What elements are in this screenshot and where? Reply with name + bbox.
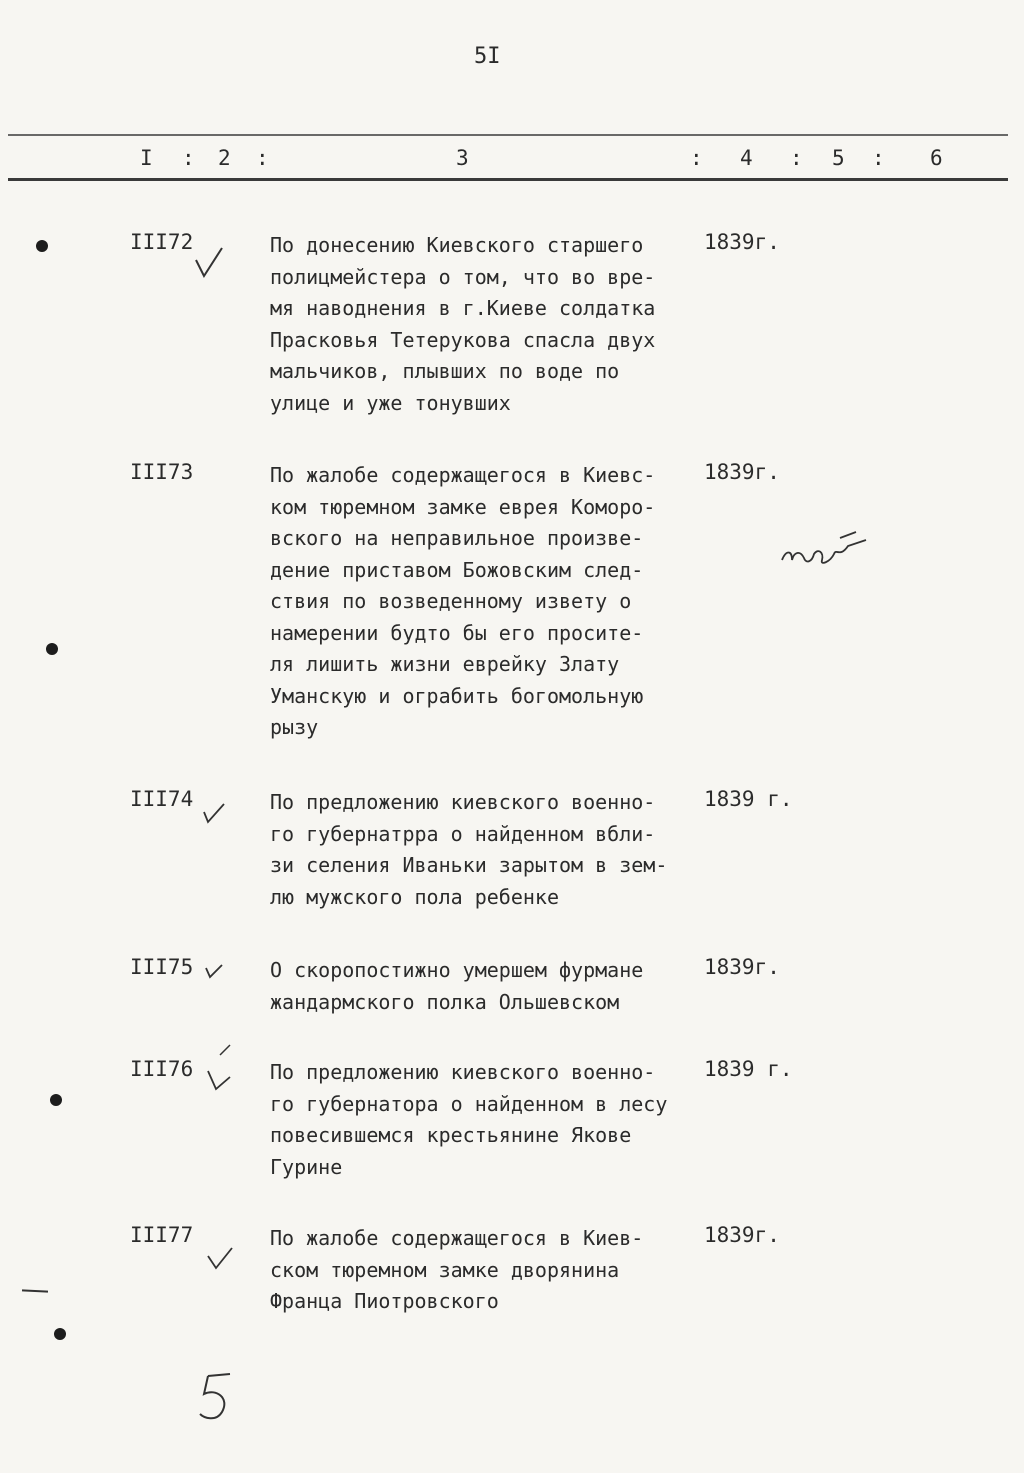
- entry-text: По предложению киевского военно- го губернатора о найденном в лесу повесившемся крестьянине Якове Гурине: [270, 1060, 668, 1179]
- entry-text: О скоропостижно умершем фурмане жандармского полка Ольшевском: [270, 958, 644, 1014]
- entry-text: По донесению Киевского старшего полицмейстера о том, что во вре- мя наводнения в г.Киеве солдатка Прасковья Тетерукова спасла двух мальчиков, плывших по воде по улице и уже тонувших: [270, 233, 656, 415]
- top-rule: [8, 134, 1008, 136]
- entry-text: По предложению киевского военно- го губернатрра о найденном вбли- зи селения Иваньки зарытом в зем- лю мужского пола ребенке: [270, 790, 668, 909]
- col-header-6: 6: [930, 146, 943, 170]
- entry-date: 1839 г.: [704, 1057, 793, 1081]
- entry-number: III75: [130, 955, 194, 979]
- entry-date: 1839 г.: [704, 787, 793, 811]
- entry-number: III72: [130, 230, 194, 254]
- punch-hole: [50, 1094, 62, 1106]
- entry-number: III74: [130, 787, 194, 811]
- entry-text: По жалобе содержащегося в Киевс- ком тюремном замке еврея Коморо- вского на неправильное произве- дение приставом Божовским след- ствия по возведенному извету о намерении будто бы его просите- ля лишить жизни еврейку Злату Уманскую и ограбить богомольную рызу: [270, 463, 656, 739]
- col-separator: :: [790, 146, 803, 170]
- col-separator: :: [182, 146, 195, 170]
- col-header-3: 3: [456, 146, 469, 170]
- bottom-rule: [8, 178, 1008, 181]
- entry-number: III76: [130, 1057, 194, 1081]
- entry-number: III73: [130, 460, 194, 484]
- col-separator: :: [872, 146, 885, 170]
- handwritten-page-mark: [196, 1370, 238, 1430]
- entry-text: По жалобе содержащегося в Киев- ском тюремном замке дворянина Франца Пиотровского: [270, 1226, 644, 1313]
- col-header-5: 5: [832, 146, 845, 170]
- entry-number: III77: [130, 1223, 194, 1247]
- page-number: 5I: [474, 44, 501, 69]
- punch-hole: [36, 240, 48, 252]
- handwritten-margin-note: [778, 528, 870, 576]
- entry-date: 1839г.: [704, 955, 780, 979]
- check-mark-icon: [204, 1043, 234, 1097]
- entry-date: 1839г.: [704, 1223, 780, 1247]
- entry-date: 1839г.: [704, 460, 780, 484]
- col-header-2: 2: [218, 146, 231, 170]
- col-separator: :: [690, 146, 703, 170]
- col-header-1: I: [140, 146, 153, 170]
- col-separator: :: [256, 146, 269, 170]
- col-header-4: 4: [740, 146, 753, 170]
- punch-hole: [54, 1328, 66, 1340]
- check-mark-icon: [202, 800, 226, 830]
- punch-hole: [46, 643, 58, 655]
- pen-stroke: [22, 1289, 48, 1292]
- check-mark-icon: [204, 962, 224, 984]
- entry-date: 1839г.: [704, 230, 780, 254]
- check-mark-icon: [194, 246, 226, 286]
- check-mark-icon: [206, 1246, 234, 1276]
